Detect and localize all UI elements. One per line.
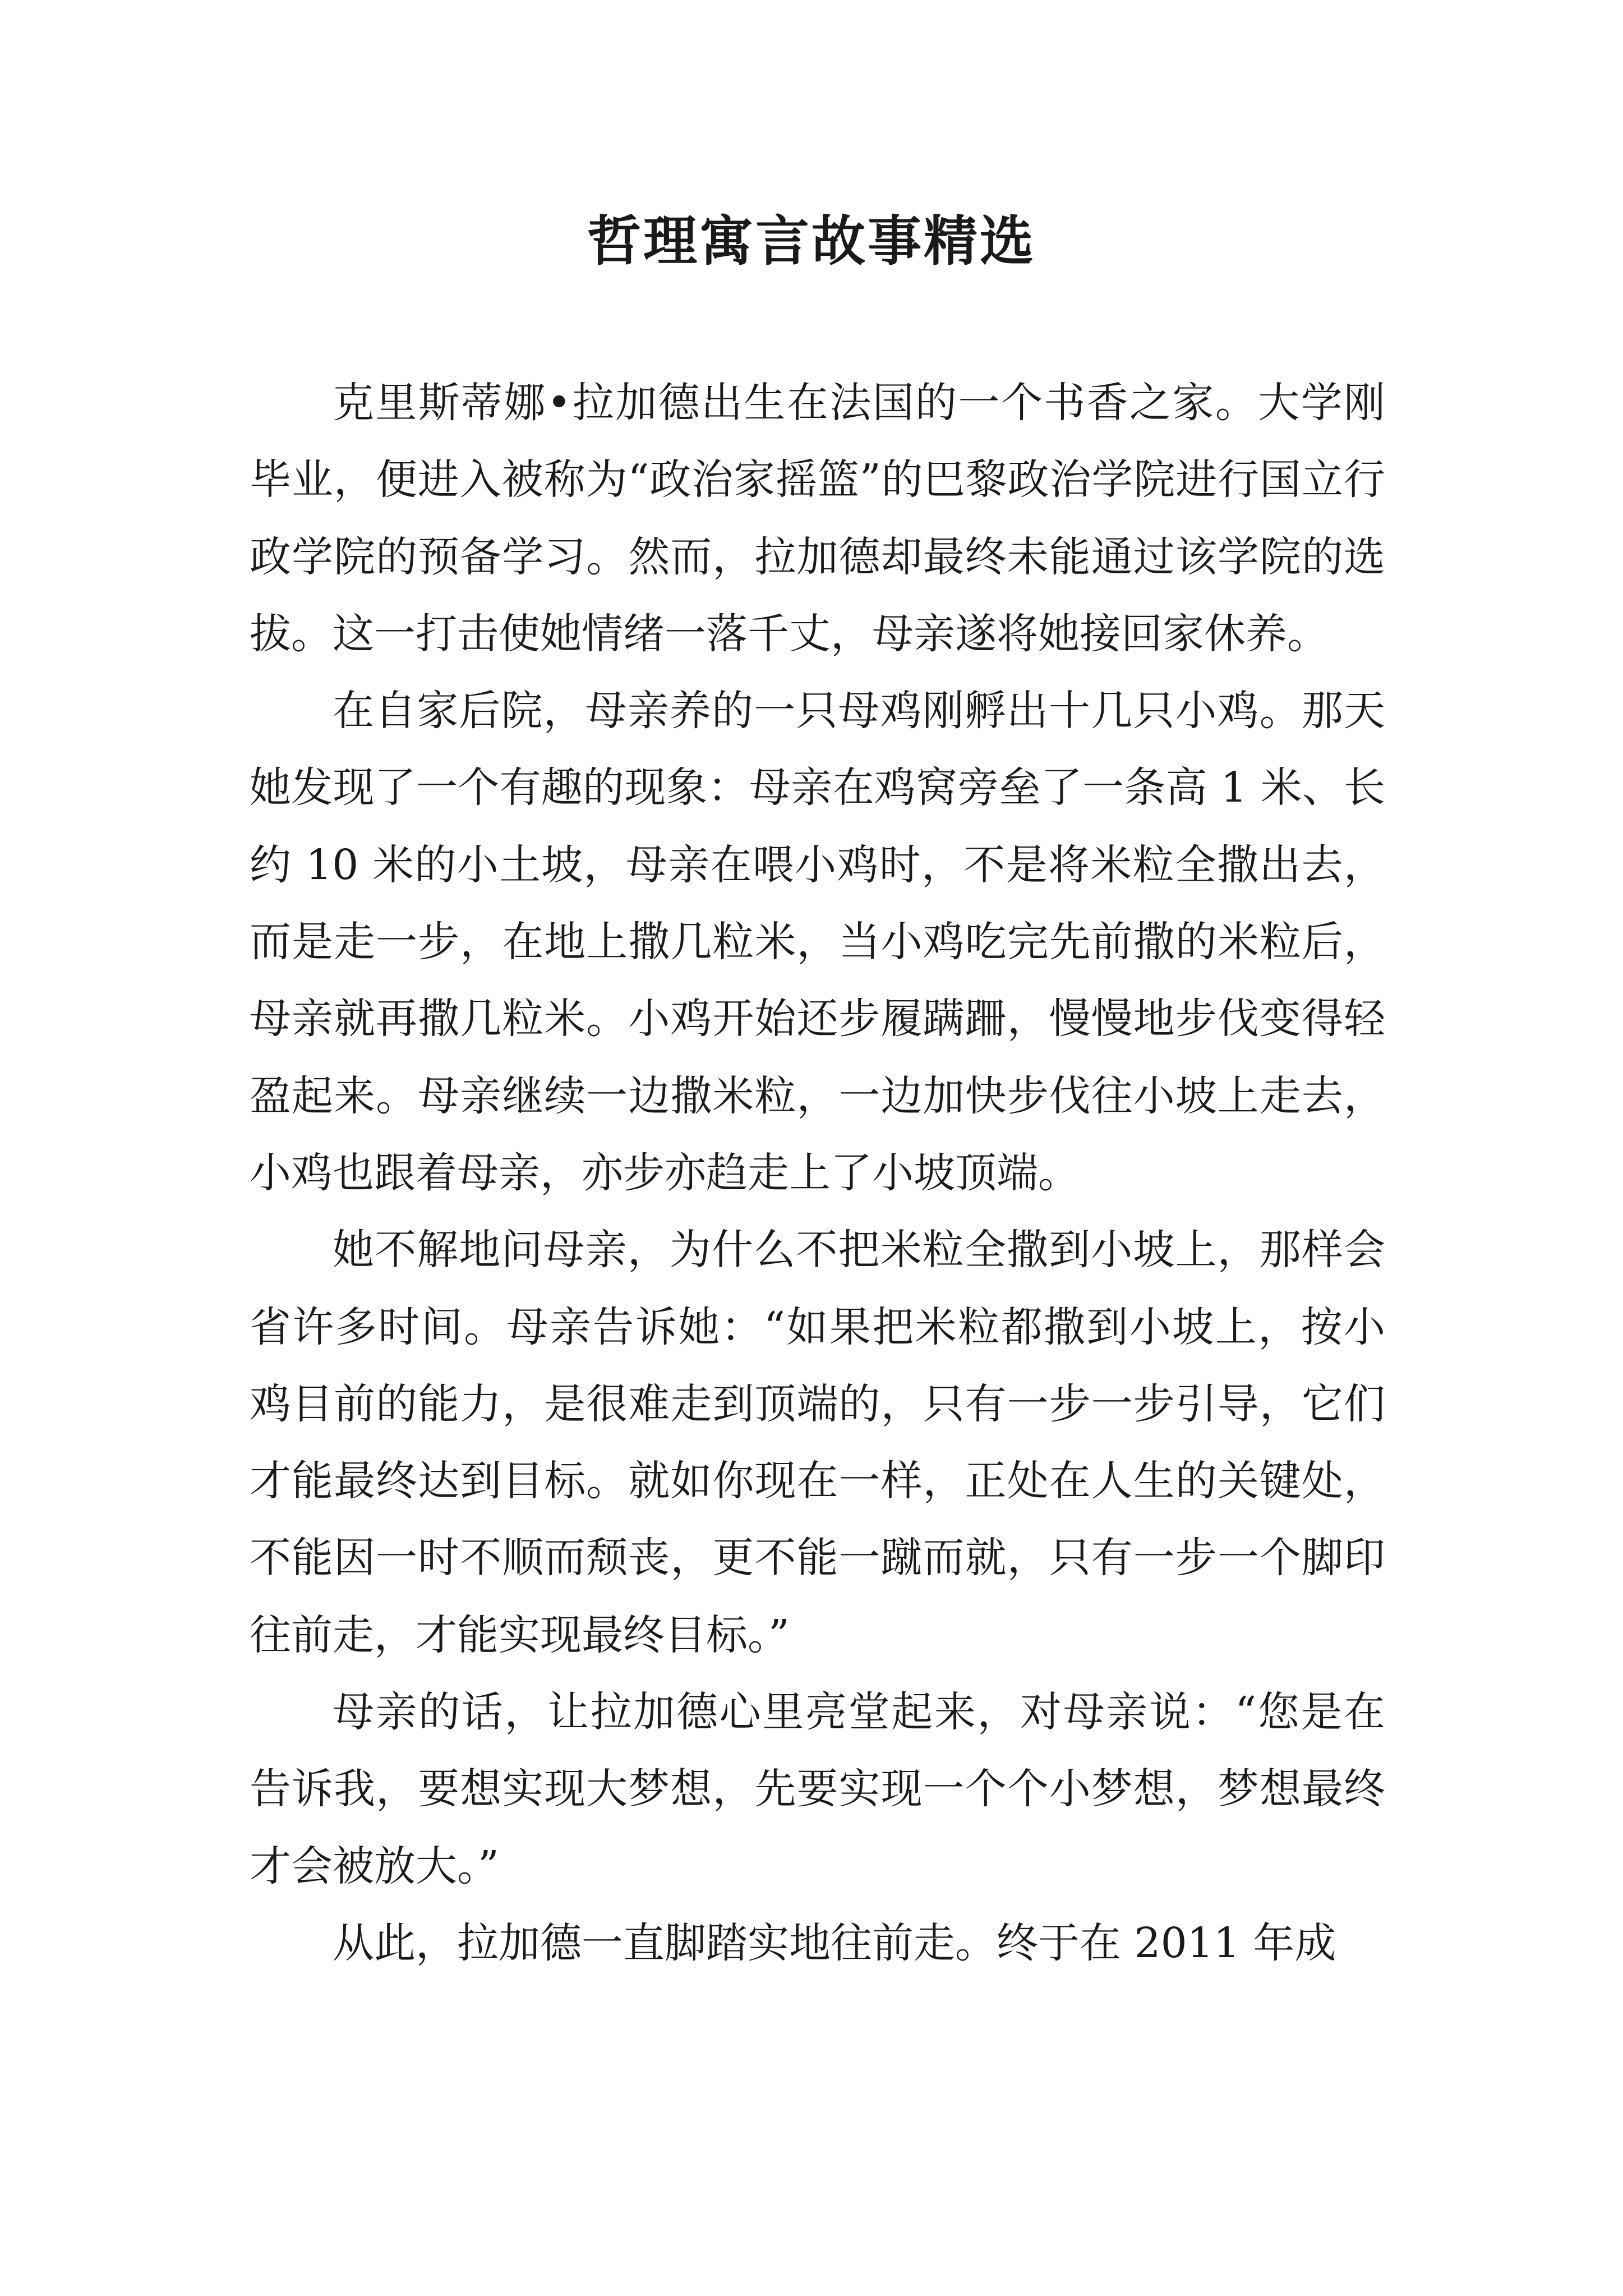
document-title: 哲理寓言故事精选: [587, 210, 1036, 273]
paragraph-3: 她不解地问母亲，为什么不把米粒全撒到小坡上，那样会省许多时间。母亲告诉她：“如果把米粒都撒到小坡上，按小鸡目前的能力，是很难走到顶端的，只有一步一步引导，它们才能最终达到目标。就如你现在一样，正处在人生的关键处，不能因一时不顺而颓丧，更不能一蹴而就，只有一步一个脚印往前走，才能实现最终目标。”: [250, 1226, 1385, 1659]
paragraph-5: 从此，拉加德一直脚踏实地往前走。终于在 2011 年成: [333, 1918, 1336, 1967]
paragraph-4: 母亲的话，让拉加德心里亮堂起来，对母亲说：“您是在告诉我，要想实现大梦想，先要实现一个个小梦想，梦想最终才会被放大。”: [250, 1688, 1385, 1890]
paragraph-2: 在自家后院，母亲养的一只母鸡刚孵出十几只小鸡。那天她发现了一个有趣的现象：母亲在鸡窝旁垒了一条高 1 米、长约 10 米的小土坡，母亲在喂小鸡时，不是将米粒全撒出去，而是走一步，在地上撒几粒米，当小鸡吃完先前撒的米粒后，母亲就再撒几粒米。小鸡开始还步履蹒跚，慢慢地步伐变得轻盈起来。母亲继续一边撒米粒，一边加快步伐往小坡上走去，小鸡也跟着母亲，亦步亦趋走上了小坡顶端。: [250, 687, 1385, 1197]
paragraph-1: 克里斯蒂娜•拉加德出生在法国的一个书香之家。大学刚毕业，便进入被称为“政治家摇篮”的巴黎政治学院进行国立行政学院的预备学习。然而，拉加德却最终未能通过该学院的选拔。这一打击使她情绪一落千丈，母亲遂将她接回家休养。: [250, 379, 1385, 658]
document-body: [250, 365, 1385, 1982]
